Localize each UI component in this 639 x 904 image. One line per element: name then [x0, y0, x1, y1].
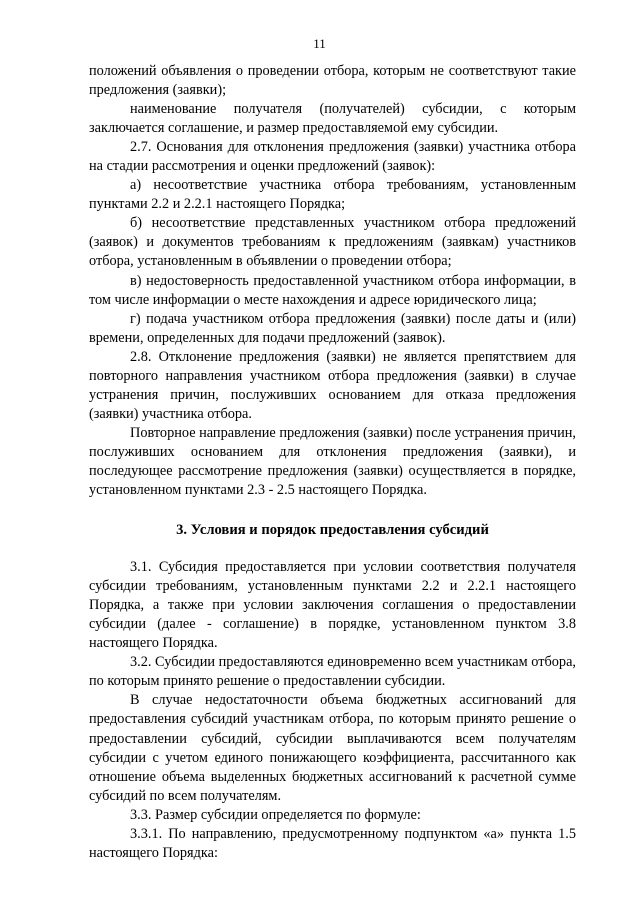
paragraph: г) подача участником отбора предложения (заявки) после даты и (или) времени, определенных для подачи предложений (заявок). [89, 310, 576, 346]
paragraph: а) несоответствие участника отбора требованиям, установленным пунктами 2.2 и 2.2.1 настоящего Порядка; [89, 177, 576, 213]
paragraph: б) несоответствие представленных участником отбора предложений (заявок) и документов требованиям к предложениям (заявкам) участников отбора, установленным в объявлении о проведении отбора; [89, 215, 576, 270]
paragraph: Повторное направление предложения (заявки) после устранения причин, послуживших основанием для отклонения предложения (заявки), и последующее рассмотрение предложения (заявки) осуществляется в порядке, установленном пунктами 2.3 - 2.5 настоящего Порядка. [89, 424, 576, 499]
paragraph: 2.8. Отклонение предложения (заявки) не является препятствием для повторного направления участником отбора предложения (заявки) в случае устранения причин, послуживших основанием для отказа предложения (заявки) участника отбора. [89, 348, 576, 422]
paragraph: 3.1. Субсидия предоставляется при условии соответствия получателя субсидии требованиям, установленным пунктами 2.2 и 2.2.1 настоящего Порядка, а также при условии заключения соглашения о предоставлении субсидии (далее - соглашение) в порядке, установленном пунктом 3.8 настоящего Порядка. [89, 559, 576, 652]
paragraph: 3.3.1. По направлению, предусмотренному подпунктом «а» пункта 1.5 настоящего Порядка: [89, 825, 576, 861]
paragraph: наименование получателя (получателей) субсидии, с которым заключается соглашение, и размер предоставляемой ему субсидии. [89, 101, 576, 137]
document-body [89, 62, 576, 863]
paragraph: 3.2. Субсидии предоставляются единовременно всем участникам отбора, по которым принято решение о предоставлении субсидии. [89, 654, 576, 690]
section-heading: 3. Условия и порядок предоставления субсидий [176, 522, 489, 539]
paragraph: положений объявления о проведении отбора, которым не соответствуют такие предложения (заявки); [89, 63, 576, 99]
paragraph: 3.3. Размер субсидии определяется по формуле: [130, 806, 421, 823]
paragraph: В случае недостаточности объема бюджетных ассигнований для предоставления субсидий участникам отбора, по которым принято решение о предоставлении субсидий, субсидии выплачиваются всем получателям субсидии с учетом единого понижающего коэффициента, рассчитанного как отношение объема выделенных бюджетных ассигнований к расчетной сумме субсидий по всем получателям. [89, 692, 576, 804]
paragraph: 2.7. Основания для отклонения предложения (заявки) участника отбора на стадии рассмотрения и оценки предложений (заявок): [89, 139, 576, 175]
paragraph: в) недостоверность предоставленной участником отбора информации, в том числе информации о месте нахождения и адресе юридического лица; [89, 272, 576, 308]
page-number: 11 [313, 36, 326, 51]
